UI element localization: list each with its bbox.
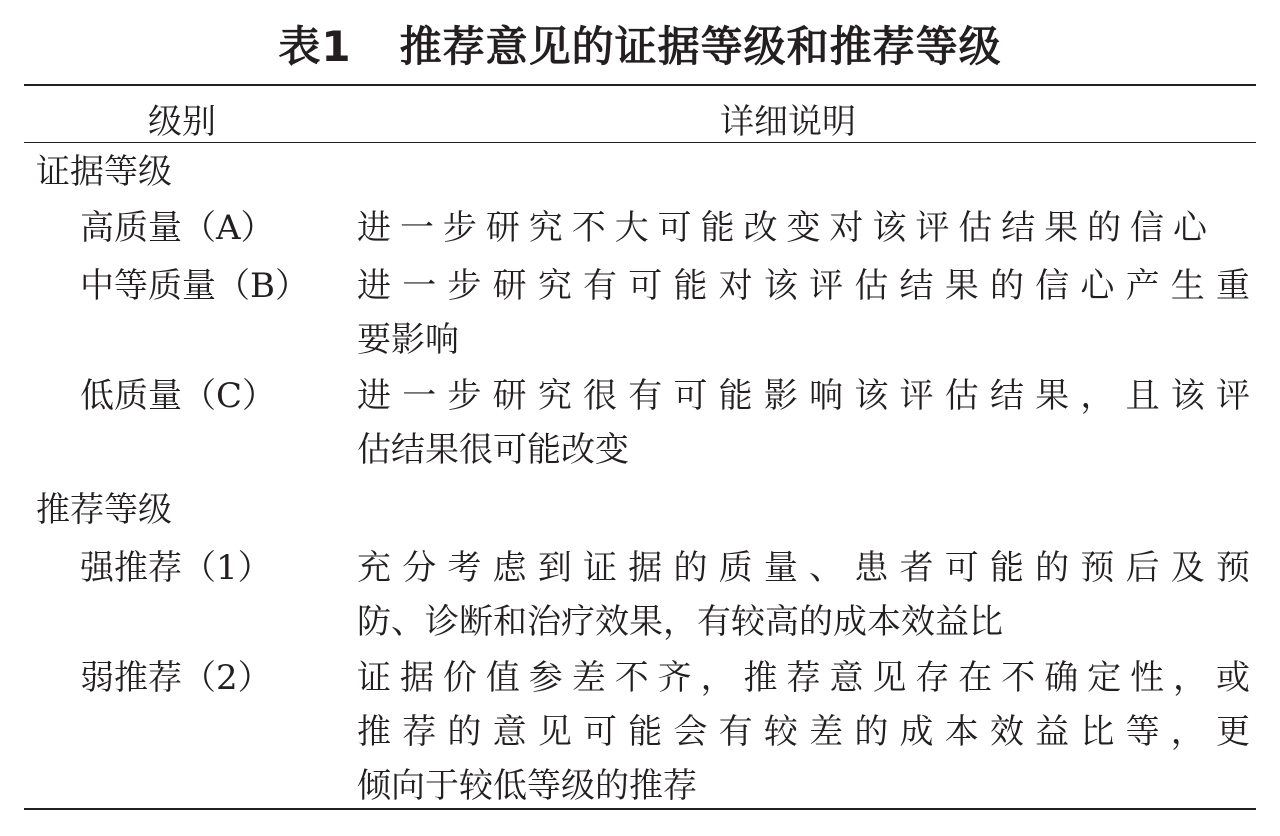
description-line: 倾向于较低等级的推荐: [357, 766, 697, 806]
description-line: 进一步研究很有可能影响该评估结果，且该评: [357, 376, 1250, 416]
header-rule: [24, 142, 1256, 143]
level-label: 中等质量（B）: [80, 266, 309, 306]
level-description: [357, 369, 1250, 477]
level-label: 高质量（A）: [80, 208, 275, 248]
section-heading: 推荐等级: [36, 490, 172, 530]
description-line: 估结果很可能改变: [357, 430, 629, 470]
description-line: 推荐的意见可能会有较差的成本效益比等，更: [357, 712, 1250, 752]
level-description: [357, 651, 1250, 813]
description-line: 防、诊断和治疗效果，有较高的成本效益比: [357, 602, 1003, 642]
description-line: 充分考虑到证据的质量、患者可能的预后及预: [357, 548, 1250, 588]
level-description: [357, 259, 1250, 367]
description-line: 进一步研究有可能对该评估结果的信心产生重: [357, 266, 1250, 306]
description-line: 证据价值参差不齐，推荐意见存在不确定性，或: [357, 658, 1250, 698]
top-rule: [24, 84, 1256, 86]
level-label: 强推荐（1）: [80, 548, 272, 588]
bottom-rule: [24, 808, 1256, 810]
table-title: [0, 14, 1280, 74]
header-description: 详细说明: [720, 102, 856, 142]
table-title-text: 推荐意见的证据等级和推荐等级: [399, 22, 1002, 71]
description-line: 进一步研究不大可能改变对该评估结果的信心: [357, 208, 1207, 248]
level-description: [357, 541, 1250, 649]
description-line: 要影响: [357, 320, 459, 360]
level-label: 弱推荐（2）: [80, 658, 272, 698]
section-heading: 证据等级: [36, 152, 172, 192]
header-level: 级别: [148, 102, 216, 142]
level-description: [357, 201, 1207, 255]
level-label: 低质量（C）: [80, 376, 277, 416]
table-number: 表1: [278, 22, 352, 71]
